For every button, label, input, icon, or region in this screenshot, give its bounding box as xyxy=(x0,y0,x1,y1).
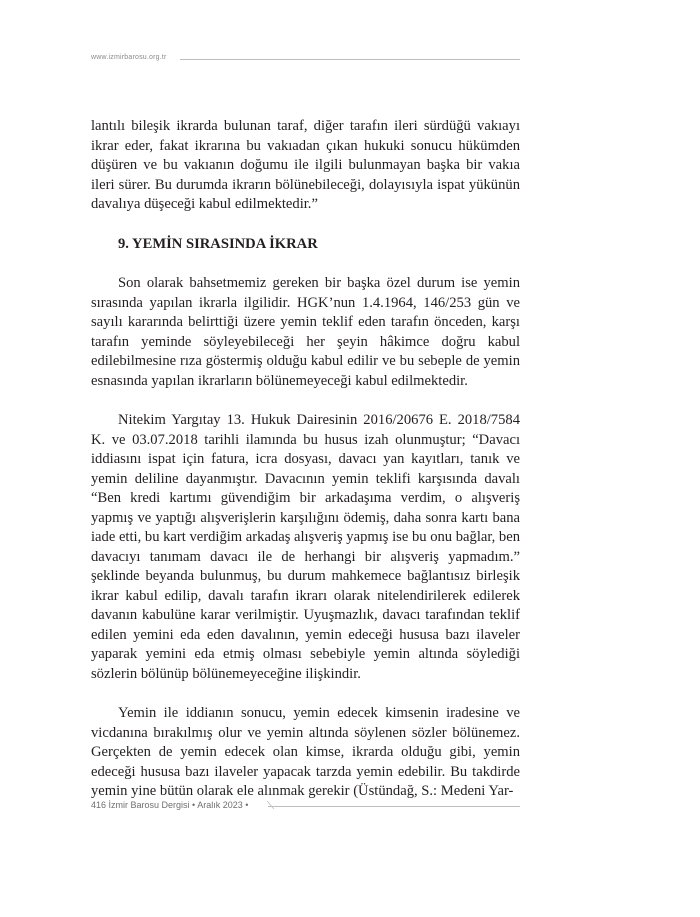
article-body xyxy=(91,117,520,802)
body-paragraph-1: lantılı bileşik ikrarda bulunan taraf, diğer tarafın ileri sürdüğü vakıayı ikrar eder, fakat ikrarına bu vakıadan çıkan hukuki sonucu hükümden düşüren ve bu vakıanın doğumu ile ilgili bulunmayan başka bir vakıa ileri sürer. Bu durumda ikrarın bölünebileceği, dolayısıyla ispat yükünün davalıya düşeceği kabul edilmektedir.” xyxy=(91,118,520,212)
page-footer: 416 İzmir Barosu Dergisi • Aralık 2023 • xyxy=(91,800,252,810)
body-paragraph-4: Yemin ile iddianın sonucu, yemin edecek kimsenin iradesine ve vicdanına bırakılmış olur ve yemin altında söylenen sözler bölünemez. Gerçekten de yemin edecek olan kimse, ikrarda olduğu gibi, yemin edeceği hususa bazı ilaveler yapacak tarzda yemin edebilir. Bu takdirde yemin yine bütün olarak ele alınmak gerekir (Üstündağ, S.: Medeni Yar- xyxy=(91,705,520,799)
footer-divider xyxy=(268,806,520,807)
header-divider xyxy=(180,59,520,60)
section-heading: 9. YEMİN SIRASINDA İKRAR xyxy=(118,235,318,252)
body-paragraph-3: Nitekim Yargıtay 13. Hukuk Dairesinin 2016/20676 E. 2018/7584 K. ve 03.07.2018 tarihli ilamında bu husus izah olunmuştur; “Davacı iddiasını ispat için fatura, icra dosyası, davacı yan kayıtları, tanık ve yemin deliline dayanmıştır. Davacının yemin teklifi karşısında davalı “Ben kredi kartımı güvendiğim bir arkadaşıma verdim, o alışveriş yapmış ve yaptığı alışverişlerin karşılığını ödemiş, daha sonra kartı bana iade etti, bu kart verdiğim arkadaş alışveriş yapmış ise bu onu bağlar, ben davacıyı tanımam davacı ile de herhangi bir alışveriş yapmadım.” şeklinde beyanda bulunmuş, bu durum mahkemece bağlantısız birleşik ikrar kabul edilip, davalı tarafın ikrarı olarak nitelendirilerek edilerek davanın kabulüne karar verilmiştir. Uyuşmazlık, davacı tarafından teklif edilen yemini eda eden davalının, yemin edeceği hususa bazı ilaveler yaparak yemini eda etmiş olması sebebiyle yemin altında söylediği sözlerin bölünüp bölünemeyeceğine ilişkindir. xyxy=(91,412,520,682)
footer-divider-tick xyxy=(259,801,275,809)
body-paragraph-2: Son olarak bahsetmemiz gereken bir başka özel durum ise yemin sırasında yapılan ikrarla ilgilidir. HGK’nun 1.4.1964, 146/253 gün ve sayılı kararında belirttiği üzere yemin teklif eden tarafın önceden, karşı tarafın yeminde söyleyebileceği her şeyin hâkimce doğru kabul edilebilmesine rıza göstermiş olduğu kabul edilir ve bu sebeple de yemin esnasında yapılan ikrarların bölünemeyeceği kabul edilmektedir. xyxy=(91,275,520,389)
header-url: www.izmirbarosu.org.tr xyxy=(91,54,167,61)
